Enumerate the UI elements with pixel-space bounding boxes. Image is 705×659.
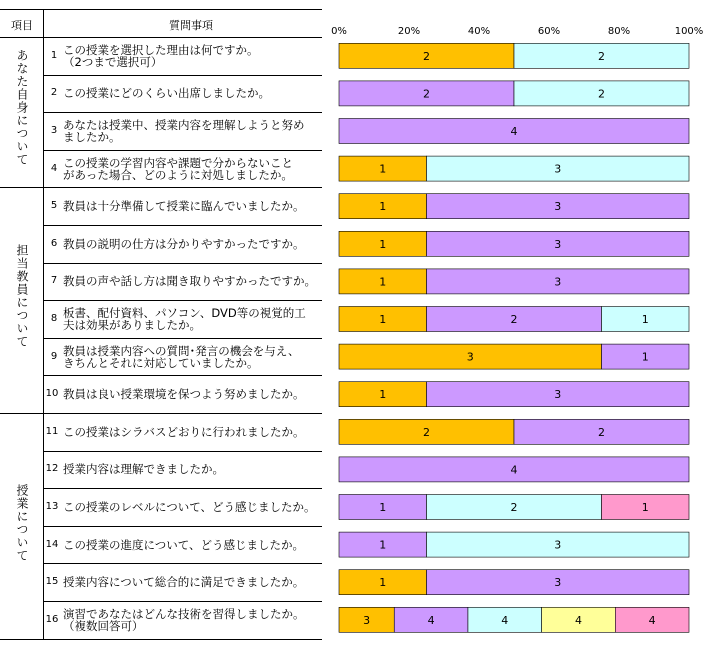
data-label: 3 [554, 576, 562, 590]
data-label: 2 [510, 313, 518, 326]
row-divider [43, 563, 322, 564]
data-label: 2 [423, 425, 430, 439]
data-label: 3 [554, 388, 562, 402]
category-divider [0, 413, 322, 414]
question-text: 演習であなたはどんな技術を習得しましたか。 （複数回答可） [63, 606, 305, 633]
data-label: 2 [423, 49, 430, 63]
question-text: この授業を選択した理由は何ですか。 （2つまで選択可） [63, 42, 259, 69]
question-number: 14 [45, 538, 59, 550]
question-number: 9 [50, 350, 58, 362]
data-label: 1 [379, 538, 387, 552]
data-label: 2 [598, 87, 605, 101]
data-label: 4 [427, 613, 435, 627]
data-label: 1 [379, 200, 387, 214]
question-text: 教員は良い授業環境を保つよう努めましたか。 [63, 387, 305, 402]
header-question: 質問事項 [169, 19, 213, 32]
category-label: 担当教員について [15, 244, 29, 349]
data-label: 1 [641, 350, 649, 364]
data-label: 2 [598, 49, 605, 63]
question-number: 8 [50, 313, 58, 324]
question-text: 教員の声や話し方は聞き取りやすかったですか。 [63, 274, 316, 289]
row-divider [43, 488, 322, 489]
question-number: 4 [50, 162, 58, 174]
data-label: 2 [423, 87, 430, 101]
question-text: この授業にどのくらい出席しましたか。 [63, 86, 270, 101]
data-label: 4 [648, 613, 656, 627]
data-label: 4 [574, 613, 582, 627]
row-divider [43, 112, 322, 113]
data-label: 1 [379, 237, 387, 251]
question-number: 5 [50, 200, 58, 212]
data-label: 3 [554, 538, 562, 552]
data-label: 3 [554, 162, 562, 176]
question-number: 15 [45, 576, 59, 588]
header-item: 項目 [11, 19, 33, 32]
header-top-line [0, 9, 322, 10]
category-divider [0, 639, 322, 640]
question-number: 2 [50, 87, 58, 99]
item-column-divider [43, 9, 44, 639]
question-text: この授業の学習内容や課題で分からないこと があった場合、どのように対処しましたか。 [63, 155, 293, 182]
row-divider [43, 338, 322, 339]
question-number: 12 [45, 463, 59, 475]
question-text: 授業内容は理解できましたか。 [63, 462, 224, 477]
row-divider [43, 263, 322, 264]
row-divider [43, 451, 322, 452]
question-number: 7 [50, 275, 58, 287]
row-divider [43, 225, 322, 226]
data-label: 3 [466, 350, 474, 364]
row-divider [43, 601, 322, 602]
x-tick-label: 20% [397, 26, 421, 37]
data-label: 1 [379, 275, 387, 289]
data-label: 4 [510, 463, 518, 477]
question-text: 教員は授業内容への質問･発言の機会を与え、 きちんとそれに対応していましたか。 [63, 343, 300, 370]
question-text: 教員は十分準備して授業に臨んでいましたか。 [63, 199, 305, 214]
x-tick-label: 80% [607, 26, 631, 37]
x-tick-label: 40% [467, 26, 491, 37]
question-number: 1 [50, 49, 58, 61]
question-number: 11 [45, 425, 59, 437]
category-label: 授業について [15, 483, 29, 562]
data-label: 1 [641, 501, 649, 514]
question-number: 13 [45, 501, 59, 512]
data-label: 1 [379, 576, 387, 590]
question-text: この授業のレベルについて、どう感じましたか。 [63, 500, 316, 514]
question-number: 6 [50, 237, 58, 249]
data-label: 4 [510, 125, 518, 138]
data-label: 1 [641, 313, 649, 326]
data-label: 3 [363, 613, 371, 627]
category-divider [0, 187, 322, 188]
data-label: 1 [379, 162, 387, 176]
question-text: 授業内容について総合的に満足できましたか。 [63, 575, 305, 590]
data-label: 1 [379, 388, 387, 402]
question-text: 教員の説明の仕方は分かりやすかったですか。 [63, 236, 305, 251]
row-divider [43, 526, 322, 527]
data-label: 3 [554, 275, 562, 289]
row-divider [43, 75, 322, 76]
question-number: 3 [50, 125, 58, 136]
question-text: あなたは授業中、授業内容を理解しようと努め ましたか。 [63, 118, 305, 144]
row-divider [43, 300, 322, 301]
data-label: 4 [501, 613, 509, 627]
x-tick-label: 0% [331, 26, 347, 37]
row-divider [43, 150, 322, 151]
data-label: 3 [554, 237, 562, 251]
data-label: 1 [379, 313, 387, 326]
data-label: 2 [598, 425, 605, 439]
question-number: 10 [45, 388, 59, 400]
question-text: この授業はシラバスどおりに行われましたか。 [63, 424, 305, 439]
question-text: 板書、配付資料、パソコン、DVD等の視覚的工 夫は効果がありましたか。 [63, 306, 306, 332]
row-divider [43, 375, 322, 376]
data-label: 3 [554, 200, 562, 214]
question-text: この授業の進度について、どう感じましたか。 [63, 537, 305, 552]
x-tick-label: 60% [537, 26, 561, 37]
category-label: あなた自身について [15, 49, 29, 167]
header-bottom-line [0, 37, 322, 38]
question-number: 16 [45, 613, 59, 625]
data-label: 1 [379, 501, 387, 514]
data-label: 2 [510, 501, 518, 514]
x-tick-label: 100% [674, 26, 704, 37]
